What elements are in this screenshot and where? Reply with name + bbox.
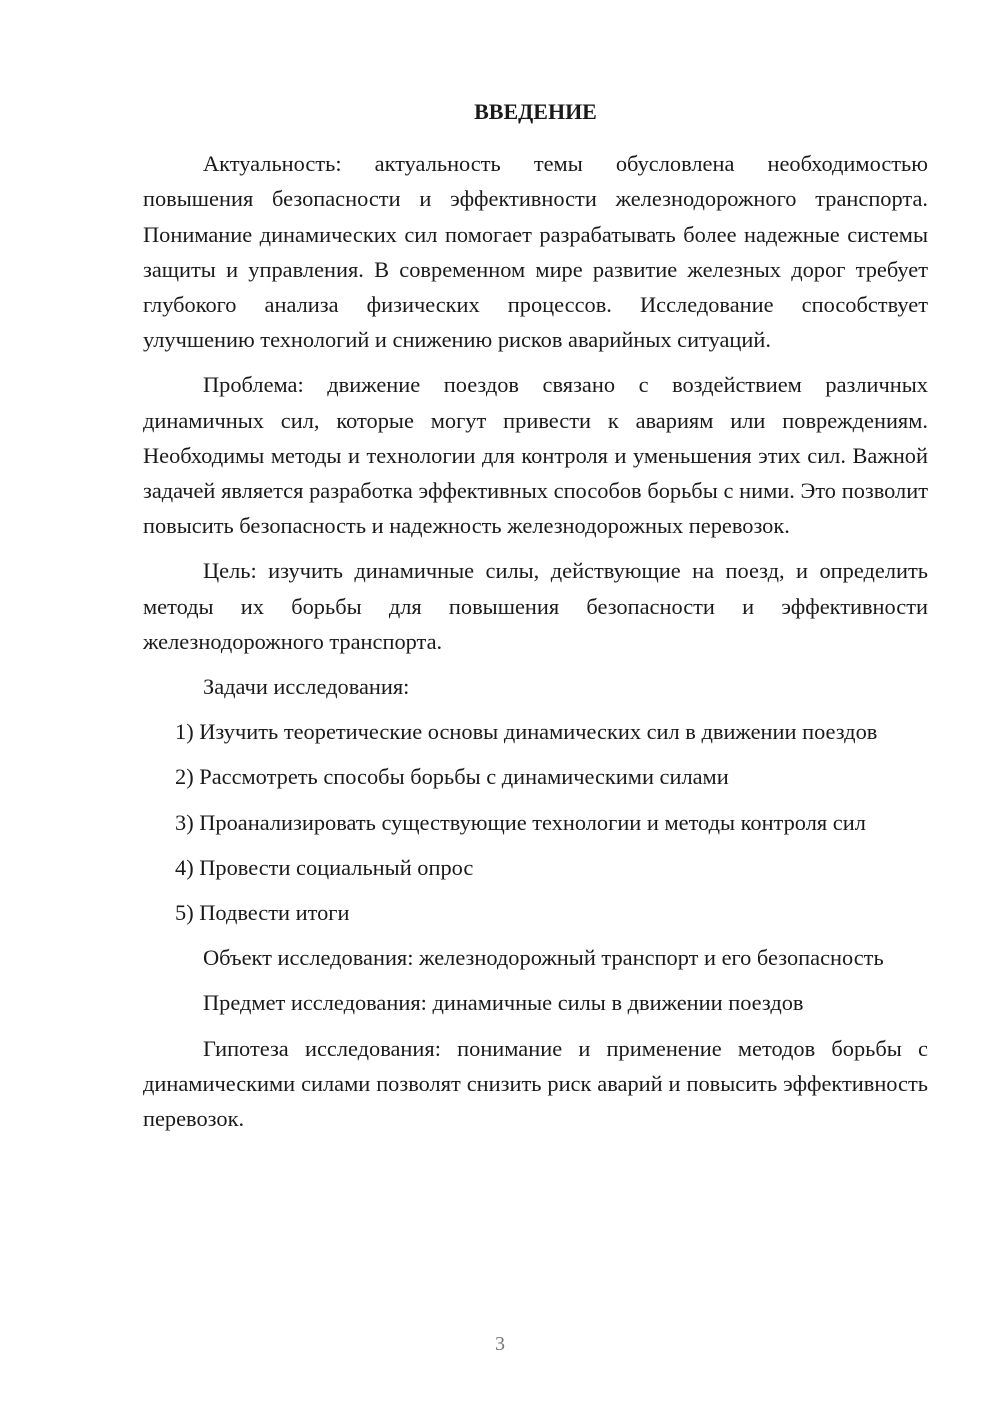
- list-item: 4) Провести социальный опрос: [175, 854, 474, 880]
- relevance-paragraph: Актуальность: актуальность темы обусловлена необходимостью повышения безопасности и эффективности железнодорожного транспорта. Понимание динамических сил помогает разрабатывать более надежные системы защиты и управления. В современном мире развитие железных дорог требует глубокого анализа физических процессов. Исследование способствует улучшению технологий и снижению рисков аварийных ситуаций.: [143, 151, 928, 353]
- hypothesis-paragraph: Гипотеза исследования: понимание и применение методов борьбы с динамическими силами позволят снизить риск аварий и повысить эффективность перевозок.: [143, 1035, 928, 1132]
- tasks-list: [143, 714, 928, 930]
- list-item: 1) Изучить теоретические основы динамических сил в движении поездов: [175, 719, 878, 745]
- subject-paragraph: Предмет исследования: динамичные силы в движении поездов: [203, 990, 804, 1016]
- document-page: [143, 94, 928, 1146]
- page-number: 3: [495, 1333, 505, 1355]
- list-item: 2) Рассмотреть способы борьбы с динамическими силами: [175, 764, 729, 790]
- tasks-heading: Задачи исследования:: [203, 674, 410, 700]
- list-item: 3) Проанализировать существующие технологии и методы контроля сил: [175, 809, 866, 835]
- problem-paragraph: Проблема: движение поездов связано с воздействием различных динамичных сил, которые могут привести к авариям или повреждениям. Необходимы методы и технологии для контроля и уменьшения этих сил. Важной задачей является разработка эффективных способов борьбы с ними. Это позволит повысить безопасность и надежность железнодорожных перевозок.: [143, 372, 928, 539]
- list-item: 5) Подвести итоги: [175, 900, 350, 926]
- goal-paragraph: Цель: изучить динамичные силы, действующие на поезд, и определить методы их борьбы для повышения безопасности и эффективности железнодорожного транспорта.: [143, 558, 928, 654]
- object-paragraph: Объект исследования: железнодорожный транспорт и его безопасность: [203, 945, 884, 971]
- page-title: ВВЕДЕНИЕ: [474, 99, 597, 124]
